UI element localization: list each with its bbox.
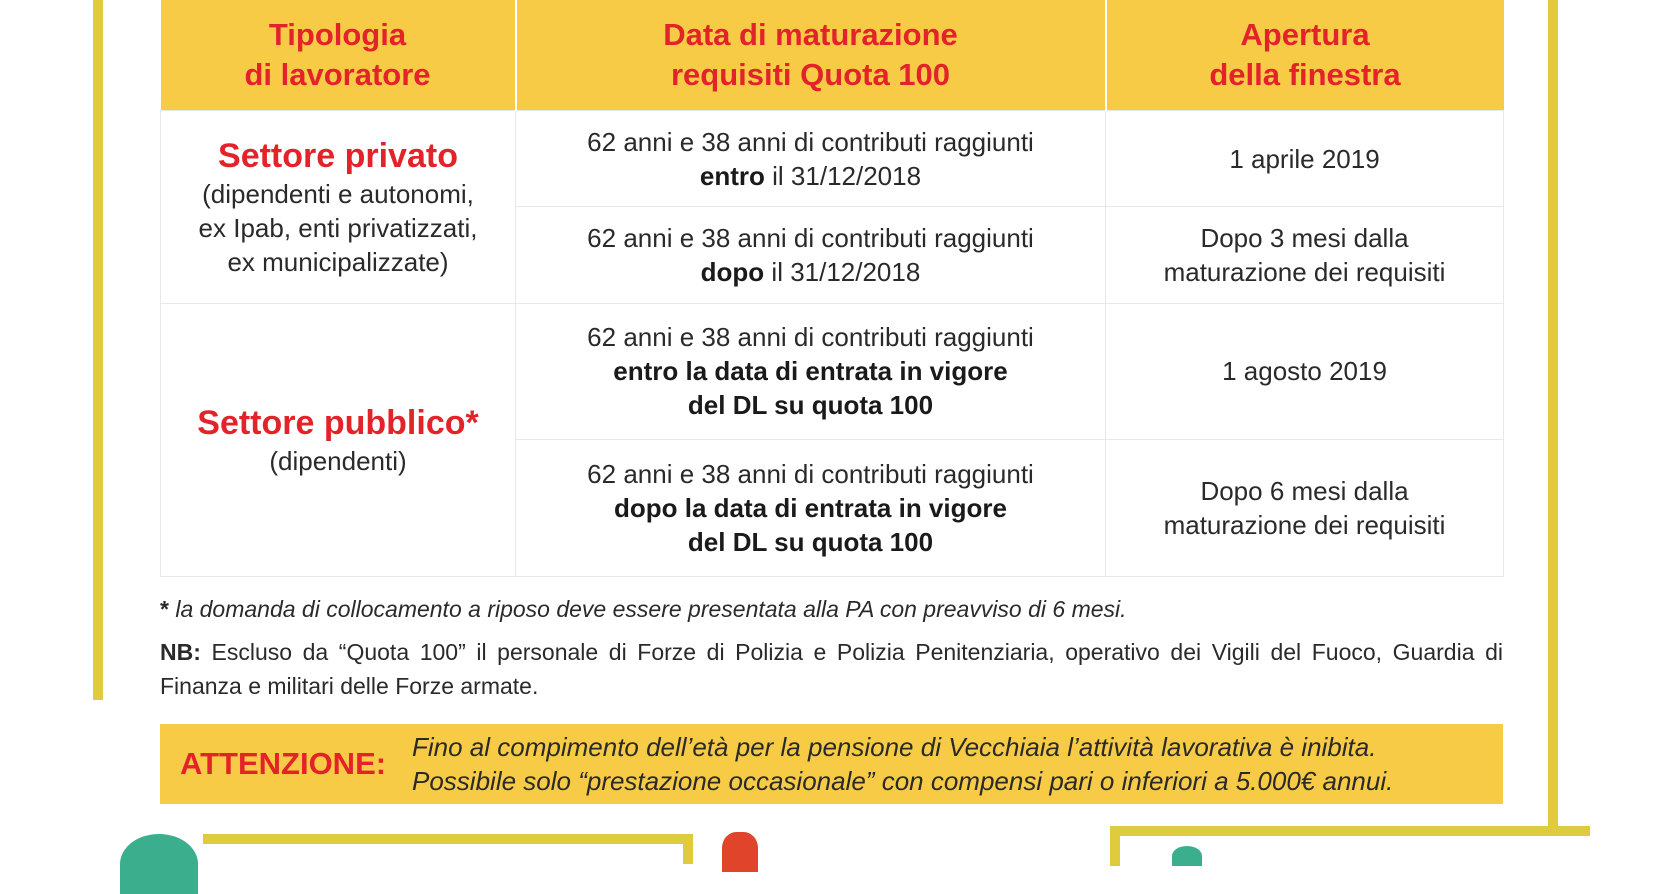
- window-text: 1 aprile 2019: [1229, 143, 1380, 174]
- requirement-text: 62 anni e 38 anni di contributi raggiunti: [587, 222, 1034, 253]
- attention-text: [412, 730, 1393, 798]
- requirement-text: 62 anni e 38 anni di contributi raggiunti: [587, 322, 1034, 353]
- requirement-date: il 31/12/2018: [764, 256, 921, 287]
- frame-bottom-right-corner: [1110, 826, 1120, 866]
- table-row: [161, 111, 1504, 207]
- attention-line: Possibile solo “prestazione occasionale” con compensi pari o inferiori a 5.000€ annui.: [412, 766, 1394, 796]
- requirement-emphasis: dopo la data di entrata in vigore: [614, 493, 1007, 524]
- footnote-text: la domanda di collocamento a riposo deve essere presentata alla PA con preavviso di 6 mesi.: [168, 596, 1127, 622]
- requirement-emphasis: entro la data di entrata in vigore: [613, 356, 1008, 387]
- leaf-icon: [1172, 846, 1202, 866]
- window-text: maturazione dei requisiti: [1163, 510, 1446, 541]
- sector-description: (dipendenti): [269, 445, 407, 476]
- header-line: di lavoratore: [244, 57, 431, 92]
- sector-description: ex municipalizzate): [227, 246, 449, 277]
- sector-title: Settore pubblico*: [197, 403, 479, 442]
- nb-label: NB:: [160, 639, 201, 665]
- thermometer-icon: [722, 832, 758, 872]
- requirement-cell: [516, 440, 1106, 577]
- frame-bottom-left-border: [203, 834, 693, 844]
- sector-privato-cell: [161, 111, 516, 304]
- frame-bottom-left-corner: [683, 834, 693, 864]
- window-cell: [1106, 440, 1504, 577]
- header-line: Tipologia: [268, 17, 407, 52]
- requirement-emphasis: dopo: [700, 256, 765, 287]
- window-cell: [1106, 303, 1504, 440]
- requirement-emphasis: del DL su quota 100: [687, 390, 934, 421]
- header-line: Apertura: [1240, 17, 1370, 52]
- requirement-cell: [516, 303, 1106, 440]
- attention-line: Fino al compimento dell’età per la pensione di Vecchiaia l’attività lavorativa è inibita.: [412, 732, 1377, 762]
- window-cell: [1106, 111, 1504, 207]
- window-text: Dopo 3 mesi dalla: [1200, 222, 1409, 253]
- footnote-asterisk: *: [160, 596, 169, 622]
- requirement-emphasis: del DL su quota 100: [687, 527, 934, 558]
- attention-banner: [160, 724, 1503, 804]
- requirement-cell: [516, 111, 1106, 207]
- header-line: della finestra: [1209, 57, 1401, 92]
- requirement-text: 62 anni e 38 anni di contributi raggiunti: [587, 459, 1034, 490]
- requirement-cell: [516, 207, 1106, 303]
- sector-description: (dipendenti e autonomi,: [202, 178, 474, 209]
- frame-right-border: [1548, 0, 1558, 834]
- header-apertura-finestra: [1106, 0, 1504, 111]
- requirement-emphasis: entro: [699, 160, 765, 191]
- frame-left-border: [93, 0, 103, 700]
- nb-text: Escluso da “Quota 100” il personale di Forze di Polizia e Polizia Penitenziaria, operativo dei Vigili del Fuoco, Guardia di Finanza e militari delle Forze armate.: [160, 639, 1510, 699]
- requirement-text: 62 anni e 38 anni di contributi raggiunti: [587, 126, 1034, 157]
- sector-pubblico-cell: [161, 303, 516, 577]
- window-text: maturazione dei requisiti: [1163, 256, 1446, 287]
- window-text: 1 agosto 2019: [1222, 356, 1387, 387]
- window-cell: [1106, 207, 1504, 303]
- nb-note: [160, 635, 1510, 703]
- frame-bottom-right-border: [1110, 826, 1590, 836]
- attention-label: ATTENZIONE:: [180, 746, 387, 781]
- header-data-maturazione: [516, 0, 1106, 111]
- sector-description: ex Ipab, enti privatizzati,: [198, 212, 478, 243]
- quota-100-table: [160, 0, 1504, 577]
- table-row: [161, 303, 1504, 440]
- table-header-row: [161, 0, 1504, 111]
- header-line: Data di maturazione: [663, 17, 958, 52]
- requirement-date: il 31/12/2018: [764, 160, 922, 191]
- footnote: [160, 593, 1503, 625]
- sector-title: Settore privato: [218, 136, 458, 175]
- speech-bubble-icon: [120, 834, 198, 894]
- header-line: requisiti Quota 100: [670, 57, 951, 92]
- window-text: Dopo 6 mesi dalla: [1200, 476, 1409, 507]
- header-tipologia: [161, 0, 516, 111]
